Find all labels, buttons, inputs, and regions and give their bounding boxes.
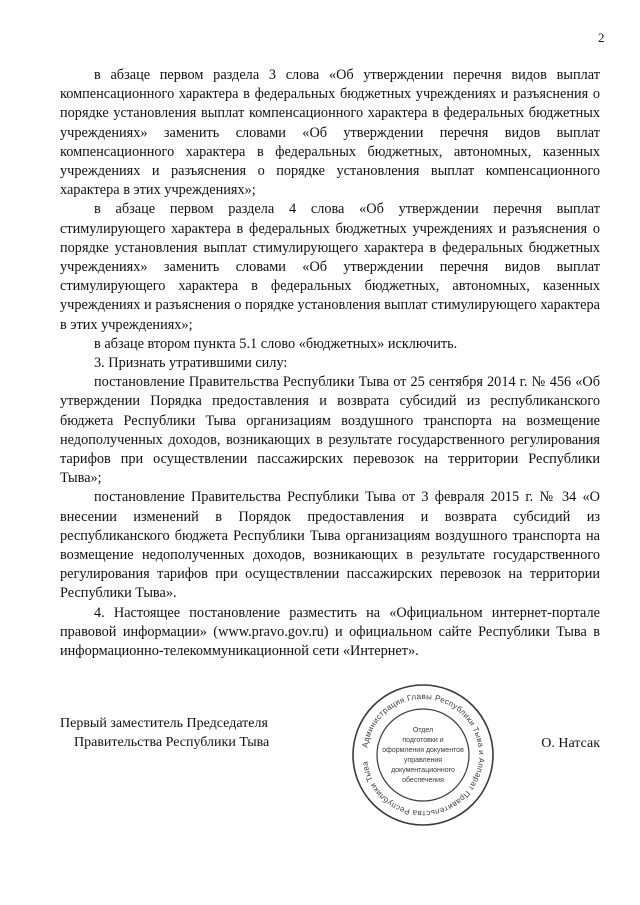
seal-outer-ring [353,685,493,825]
paragraph-resolution-456: постановление Правительства Республики Тыва от 25 сентября 2014 г. № 456 «Об утверждении Порядка предоставления и возврата субсидий из республиканского бюджета Республики Тыва организациям воздушного транспорта на возмещение недополученных доходов, возникающих в результате государственного регулирования тарифов при осуществлении пассажирских перевозок на территории Республики Тыва»; [60,374,600,487]
seal-center-line-5: документационного [391,767,455,774]
seal-inner-ring [377,709,469,801]
paragraph-section3-amendment: в абзаце первом раздела 3 слова «Об утверждении перечня видов выплат компенсационного характера в федеральных бюджетных учреждениях и разъяснения о порядке установления выплат компенсационного характера в федеральных бюджетных учреждениях» заменить словами «Об утверждении перечня видов выплат компенсационного характера в федеральных бюджетных, автономных, казенных учреждениях и разъяснения о порядке установления выплат компенсационного характера в этих учреждениях»; [60,67,600,199]
page-number: 2 [598,30,605,45]
paragraph-item4-publication: 4. Настоящее постановление разместить на «Официальном интернет-портале правовой информации» (www.pravo.gov.ru) и официальном сайте Республики Тыва в информационно-телекоммуникационной сети «Интернет». [60,604,600,660]
paragraph-section4-amendment: в абзаце первом раздела 4 слова «Об утверждении перечня выплат стимулирующего характера в федеральных бюджетных учреждениях и разъяснения о порядке установления выплат стимулирующего характера в федеральных бюджетных учреждениях» заменить словами «Об утверждении перечня видов выплат стимулирующего характера в федеральных бюджетных, автономных, казенных учреждениях и разъяснения о порядке установления выплат стимулирующего характера в этих учреждениях»; [60,201,600,333]
seal-center-line-6: обеспечения [402,777,444,784]
seal-ring-text: Администрация Главы Республики Тыва и Аппарат Правительства Республики Тыва [360,691,487,819]
paragraph-item51-amendment: в абзаце втором пункта 5.1 слово «бюджетных» исключить. [94,335,458,352]
signatory-title-line2: Правительства Республики Тыва [74,735,270,750]
signatory-name: О. Натсак [541,736,600,751]
paragraph-resolution-34: постановление Правительства Республики Тыва от 3 февраля 2015 г. № 34 «О внесении изменений в Порядок предоставления и возврата субсидий из республиканского бюджета Республики Тыва организациям воздушного транспорта на возмещение недополученных доходов, возникающих в результате государственного регулирования тарифов при осуществлении пассажирских перевозок на территории Республики Тыва». [60,489,600,602]
seal-center-line-2: подготовки и [402,737,444,744]
document-body [60,66,600,661]
seal-center-line-4: управления [403,757,443,764]
official-seal-stamp [348,680,498,830]
seal-center-line-3: оформления документов [382,747,464,754]
paragraph-item3-heading: 3. Признать утратившими силу: [94,355,288,372]
signature-block [60,691,600,832]
signatory-title [60,714,269,752]
seal-center-line-1: Отдел [412,727,434,734]
signatory-title-line1: Первый заместитель Председателя [60,716,268,731]
